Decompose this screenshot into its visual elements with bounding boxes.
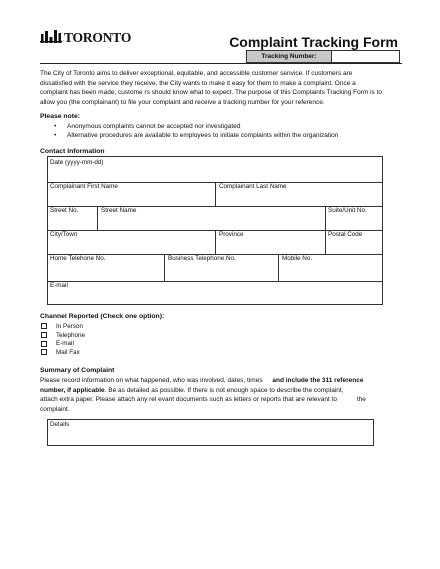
first-name-field[interactable]: Complainant First Name	[50, 183, 118, 190]
date-field[interactable]: Date (yyyy-mm-dd)	[50, 159, 104, 166]
postal-code-field[interactable]: Postal Code	[328, 231, 363, 238]
summary-text: . Be as detailed as possible. If there is not enough space to describe the complaint,	[104, 386, 344, 394]
note-heading: Please note:	[40, 113, 81, 120]
channel-label: In Person	[56, 322, 83, 330]
details-label: Details	[50, 421, 70, 428]
last-name-field[interactable]: Complainant Last Name	[219, 183, 287, 190]
suite-field[interactable]: Suite/Unit No.	[328, 207, 367, 214]
street-no-field[interactable]: Street No.	[50, 207, 79, 214]
checkbox[interactable]	[41, 349, 47, 355]
toronto-logo	[40, 28, 131, 48]
business-telephone-field[interactable]: Business Telephone No.	[168, 255, 236, 262]
channel-label: Telephone	[56, 331, 86, 339]
summary-text: the	[356, 396, 366, 404]
mobile-field[interactable]: Mobile No.	[282, 255, 313, 262]
tracking-number-label: Tracking Number:	[247, 51, 332, 62]
details-field[interactable]	[47, 419, 374, 446]
summary-heading: Summary of Complaint	[40, 367, 115, 374]
contact-heading: Contact Information	[40, 148, 105, 155]
checkbox[interactable]	[41, 341, 47, 347]
summary-text: Please record information on what happened, who was involved, dates, times	[40, 377, 263, 384]
street-name-field[interactable]: Street Name	[101, 207, 137, 214]
page-title: Complaint Tracking Form	[229, 34, 398, 50]
channel-option-telephone[interactable]	[41, 331, 85, 340]
summary-text-bold: number, if applicable	[40, 386, 105, 394]
home-telephone-field[interactable]: Home Telehone No.	[50, 255, 106, 262]
header-divider	[40, 63, 402, 64]
intro-paragraph: The City of Toronto aims to deliver exceptional, equitable, and accessible customer senvice. If customers are dissatisfied with the service they receive, the City wants to make it easy for them to make a complaint. Once a complaint has been made, custome rs should know what to expect. The purpose of this Complaints Tracking Form is to allow you (the complainant) to file your complaint and receive a tracking number for your reference.	[40, 70, 383, 106]
channel-heading: Channel Reported (Check one option):	[40, 313, 165, 320]
city-hall-icon	[40, 29, 62, 47]
summary-instructions	[40, 376, 402, 414]
note-item: • Anonymous complaints cannot be accepted nor investigated	[40, 123, 400, 132]
note-item: • Alternative procedures are available to employees to initiate complaints within the organization	[40, 132, 400, 141]
contact-info-grid	[47, 156, 383, 305]
summary-text: complaint.	[40, 405, 70, 413]
tracking-number-box	[246, 50, 400, 63]
logo-wordmark: TORONTO	[64, 30, 132, 45]
checkbox[interactable]	[41, 332, 47, 338]
channel-options	[41, 322, 85, 357]
channel-option-mail-fax[interactable]	[41, 348, 85, 357]
summary-text-bold: and include the 311 reference	[272, 377, 364, 384]
channel-label: Mail Fax	[56, 348, 80, 356]
tracking-number-field[interactable]	[332, 51, 399, 62]
city-field[interactable]: City/Town	[50, 231, 78, 238]
note-list	[40, 123, 400, 140]
channel-option-email[interactable]	[41, 339, 85, 348]
checkbox[interactable]	[41, 323, 47, 329]
email-field[interactable]: E-mail	[50, 282, 68, 289]
channel-option-in-person[interactable]	[41, 322, 85, 331]
summary-text: attach extra paper. Please attach any rel evant documents such as letters or reports that are relevant to	[40, 396, 337, 404]
channel-label: E-mail	[56, 340, 74, 348]
province-field[interactable]: Province	[219, 231, 244, 238]
